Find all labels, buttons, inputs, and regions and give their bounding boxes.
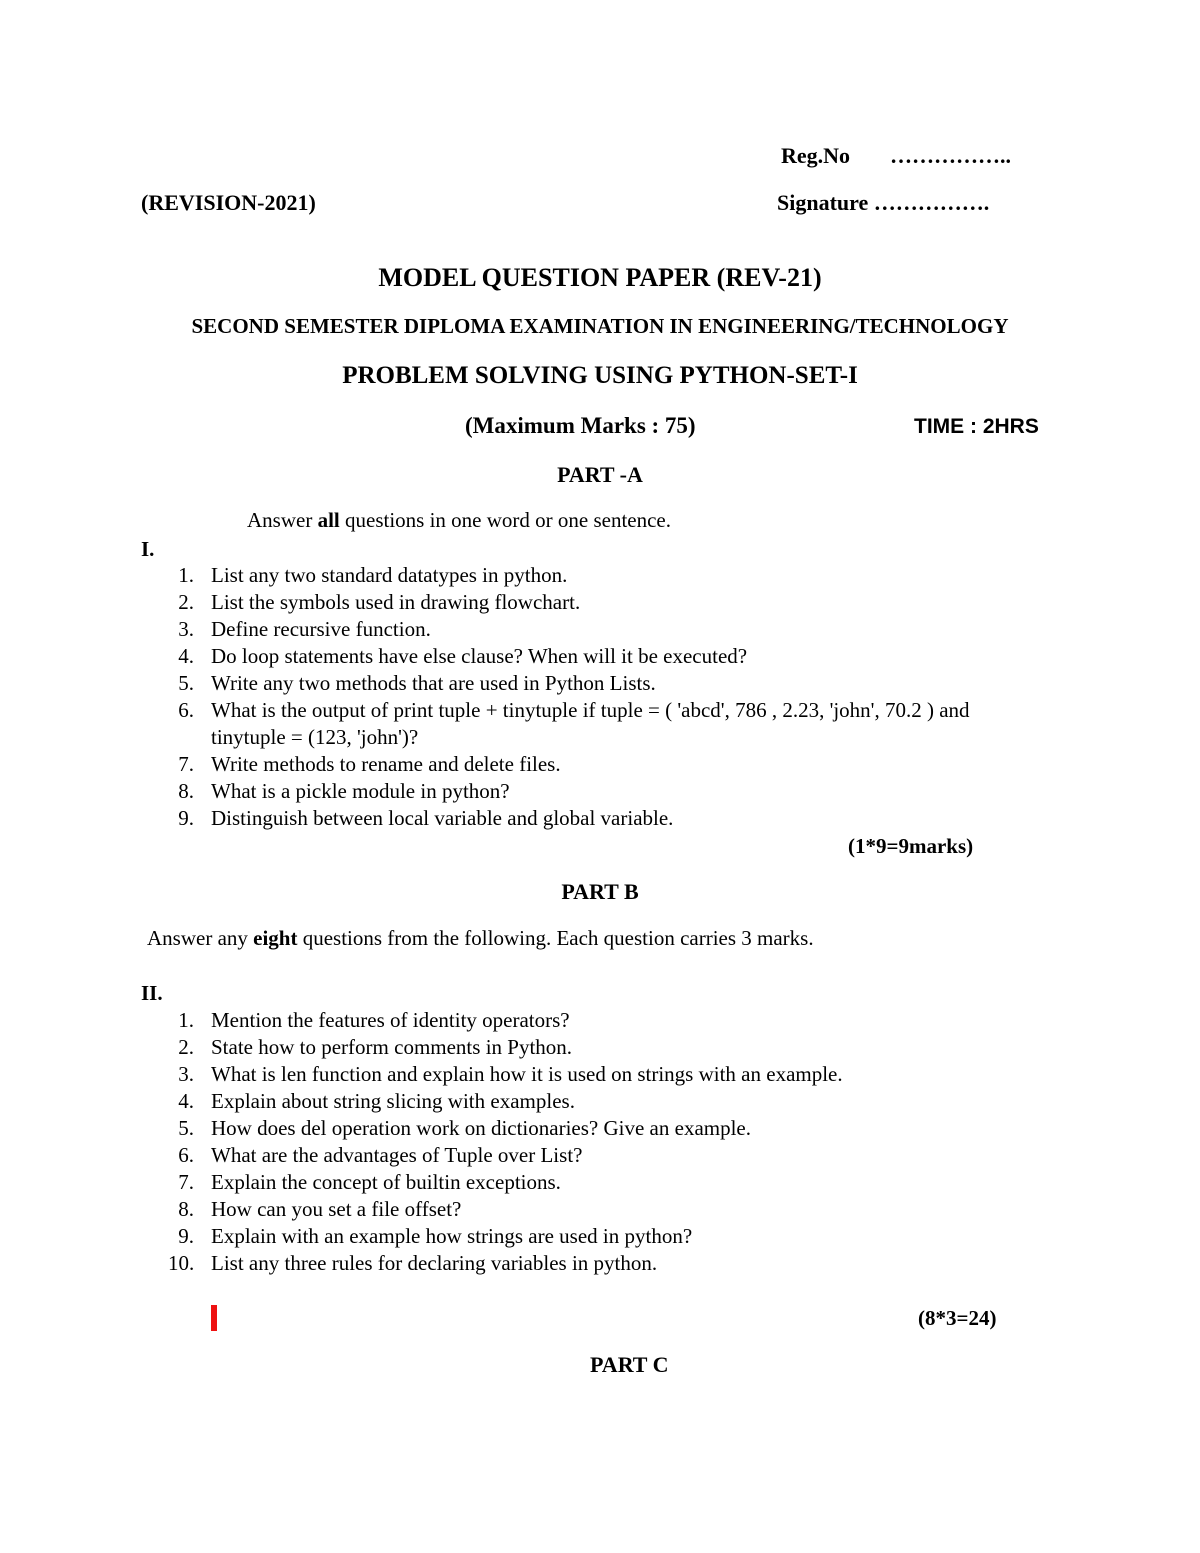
question-text: How can you set a file offset? (211, 1197, 462, 1221)
question-number: 9. (178, 806, 194, 830)
section-i-label: I. (141, 537, 155, 561)
question-text: State how to perform comments in Python. (211, 1035, 573, 1059)
instruction-text: Answer any (147, 926, 254, 950)
instruction-text: Answer (247, 508, 318, 532)
question-text: Distinguish between local variable and global variable. (211, 806, 674, 830)
question-number: 5. (178, 671, 194, 695)
question-item (0, 778, 1200, 805)
instruction-emphasis: all (317, 508, 340, 532)
question-number: 5. (178, 1116, 194, 1140)
question-number: 2. (178, 1035, 194, 1059)
reg-no-blank: …………….. (890, 143, 1011, 168)
question-item (0, 589, 1200, 616)
question-text: List any three rules for declaring variables in python. (211, 1251, 658, 1275)
question-text: How does del operation work on dictionaries? Give an example. (211, 1116, 752, 1140)
question-text: List the symbols used in drawing flowchart. (211, 590, 581, 614)
question-text: Do loop statements have else clause? When will it be executed? (211, 644, 748, 668)
question-number: 6. (178, 698, 194, 722)
question-item (0, 1088, 1200, 1115)
question-number: 4. (178, 644, 194, 668)
question-item (0, 1196, 1200, 1223)
question-item (0, 1115, 1200, 1142)
question-number: 9. (178, 1224, 194, 1248)
subject-title: PROBLEM SOLVING USING PYTHON-SET-I (342, 362, 858, 389)
question-text: What is a pickle module in python? (211, 779, 510, 803)
question-number: 1. (178, 1008, 194, 1032)
exam-time: TIME : 2HRS (914, 415, 1039, 438)
question-number: 10. (168, 1251, 195, 1275)
question-number: 3. (178, 1062, 194, 1086)
question-item (0, 1250, 1200, 1277)
question-item (0, 1061, 1200, 1088)
part-b-marks: (8*3=24) (918, 1306, 997, 1330)
question-item (0, 751, 1200, 778)
part-a-question-list (0, 562, 1200, 832)
examination-title: SECOND SEMESTER DIPLOMA EXAMINATION IN ENGINEERING/TECHNOLOGY (191, 314, 1009, 338)
part-c-heading: PART C (590, 1352, 669, 1377)
question-text: Explain about string slicing with examples. (211, 1089, 575, 1113)
question-item (0, 616, 1200, 643)
signature-field (777, 190, 989, 216)
question-item (0, 670, 1200, 697)
question-text: Explain with an example how strings are used in python? (211, 1224, 693, 1248)
question-number: 3. (178, 617, 194, 641)
question-item (0, 697, 1200, 751)
section-ii-label: II. (141, 981, 163, 1005)
part-a-marks: (1*9=9marks) (848, 834, 974, 858)
question-number: 6. (178, 1143, 194, 1167)
question-number: 1. (178, 563, 194, 587)
question-text: List any two standard datatypes in python. (211, 563, 568, 587)
question-text: Write any two methods that are used in Python Lists. (211, 671, 656, 695)
instruction-text: questions in one word or one sentence. (339, 508, 672, 532)
question-number: 8. (178, 779, 194, 803)
text-cursor-marker (211, 1305, 217, 1331)
question-text: What are the advantages of Tuple over List? (211, 1143, 583, 1167)
question-number: 8. (178, 1197, 194, 1221)
paper-title: MODEL QUESTION PAPER (REV-21) (378, 263, 822, 292)
reg-no-label: Reg.No (781, 143, 851, 168)
question-text: Explain the concept of builtin exceptions. (211, 1170, 561, 1194)
question-item (0, 1223, 1200, 1250)
question-item (0, 1142, 1200, 1169)
question-number: 2. (178, 590, 194, 614)
question-item (0, 1034, 1200, 1061)
instruction-text: questions from the following. Each question carries 3 marks. (297, 926, 814, 950)
question-number: 4. (178, 1089, 194, 1113)
part-b-heading: PART B (561, 879, 639, 904)
question-item (0, 1007, 1200, 1034)
question-number: 7. (178, 1170, 194, 1194)
question-text: Write methods to rename and delete files. (211, 752, 561, 776)
question-item (0, 1169, 1200, 1196)
question-text: What is the output of print tuple + tinytuple if tuple = ( 'abcd', 786 , 2.23, 'john', 70.2 ) and tinytuple = (123, 'john')? (211, 698, 970, 749)
question-text: What is len function and explain how it is used on strings with an example. (211, 1062, 843, 1086)
instruction-emphasis: eight (253, 926, 298, 950)
question-text: Mention the features of identity operators? (211, 1008, 570, 1032)
question-item (0, 643, 1200, 670)
part-b-question-list (0, 1007, 1200, 1277)
question-item (0, 562, 1200, 589)
question-text: Define recursive function. (211, 617, 431, 641)
part-a-instruction (247, 508, 671, 533)
part-a-heading: PART -A (557, 462, 643, 487)
signature-label: Signature (777, 190, 869, 215)
revision-label: (REVISION-2021) (141, 190, 316, 215)
question-item (0, 805, 1200, 832)
question-number: 7. (178, 752, 194, 776)
part-b-instruction (147, 926, 814, 951)
signature-blank: ……………. (873, 190, 990, 215)
maximum-marks: (Maximum Marks : 75) (465, 413, 696, 438)
